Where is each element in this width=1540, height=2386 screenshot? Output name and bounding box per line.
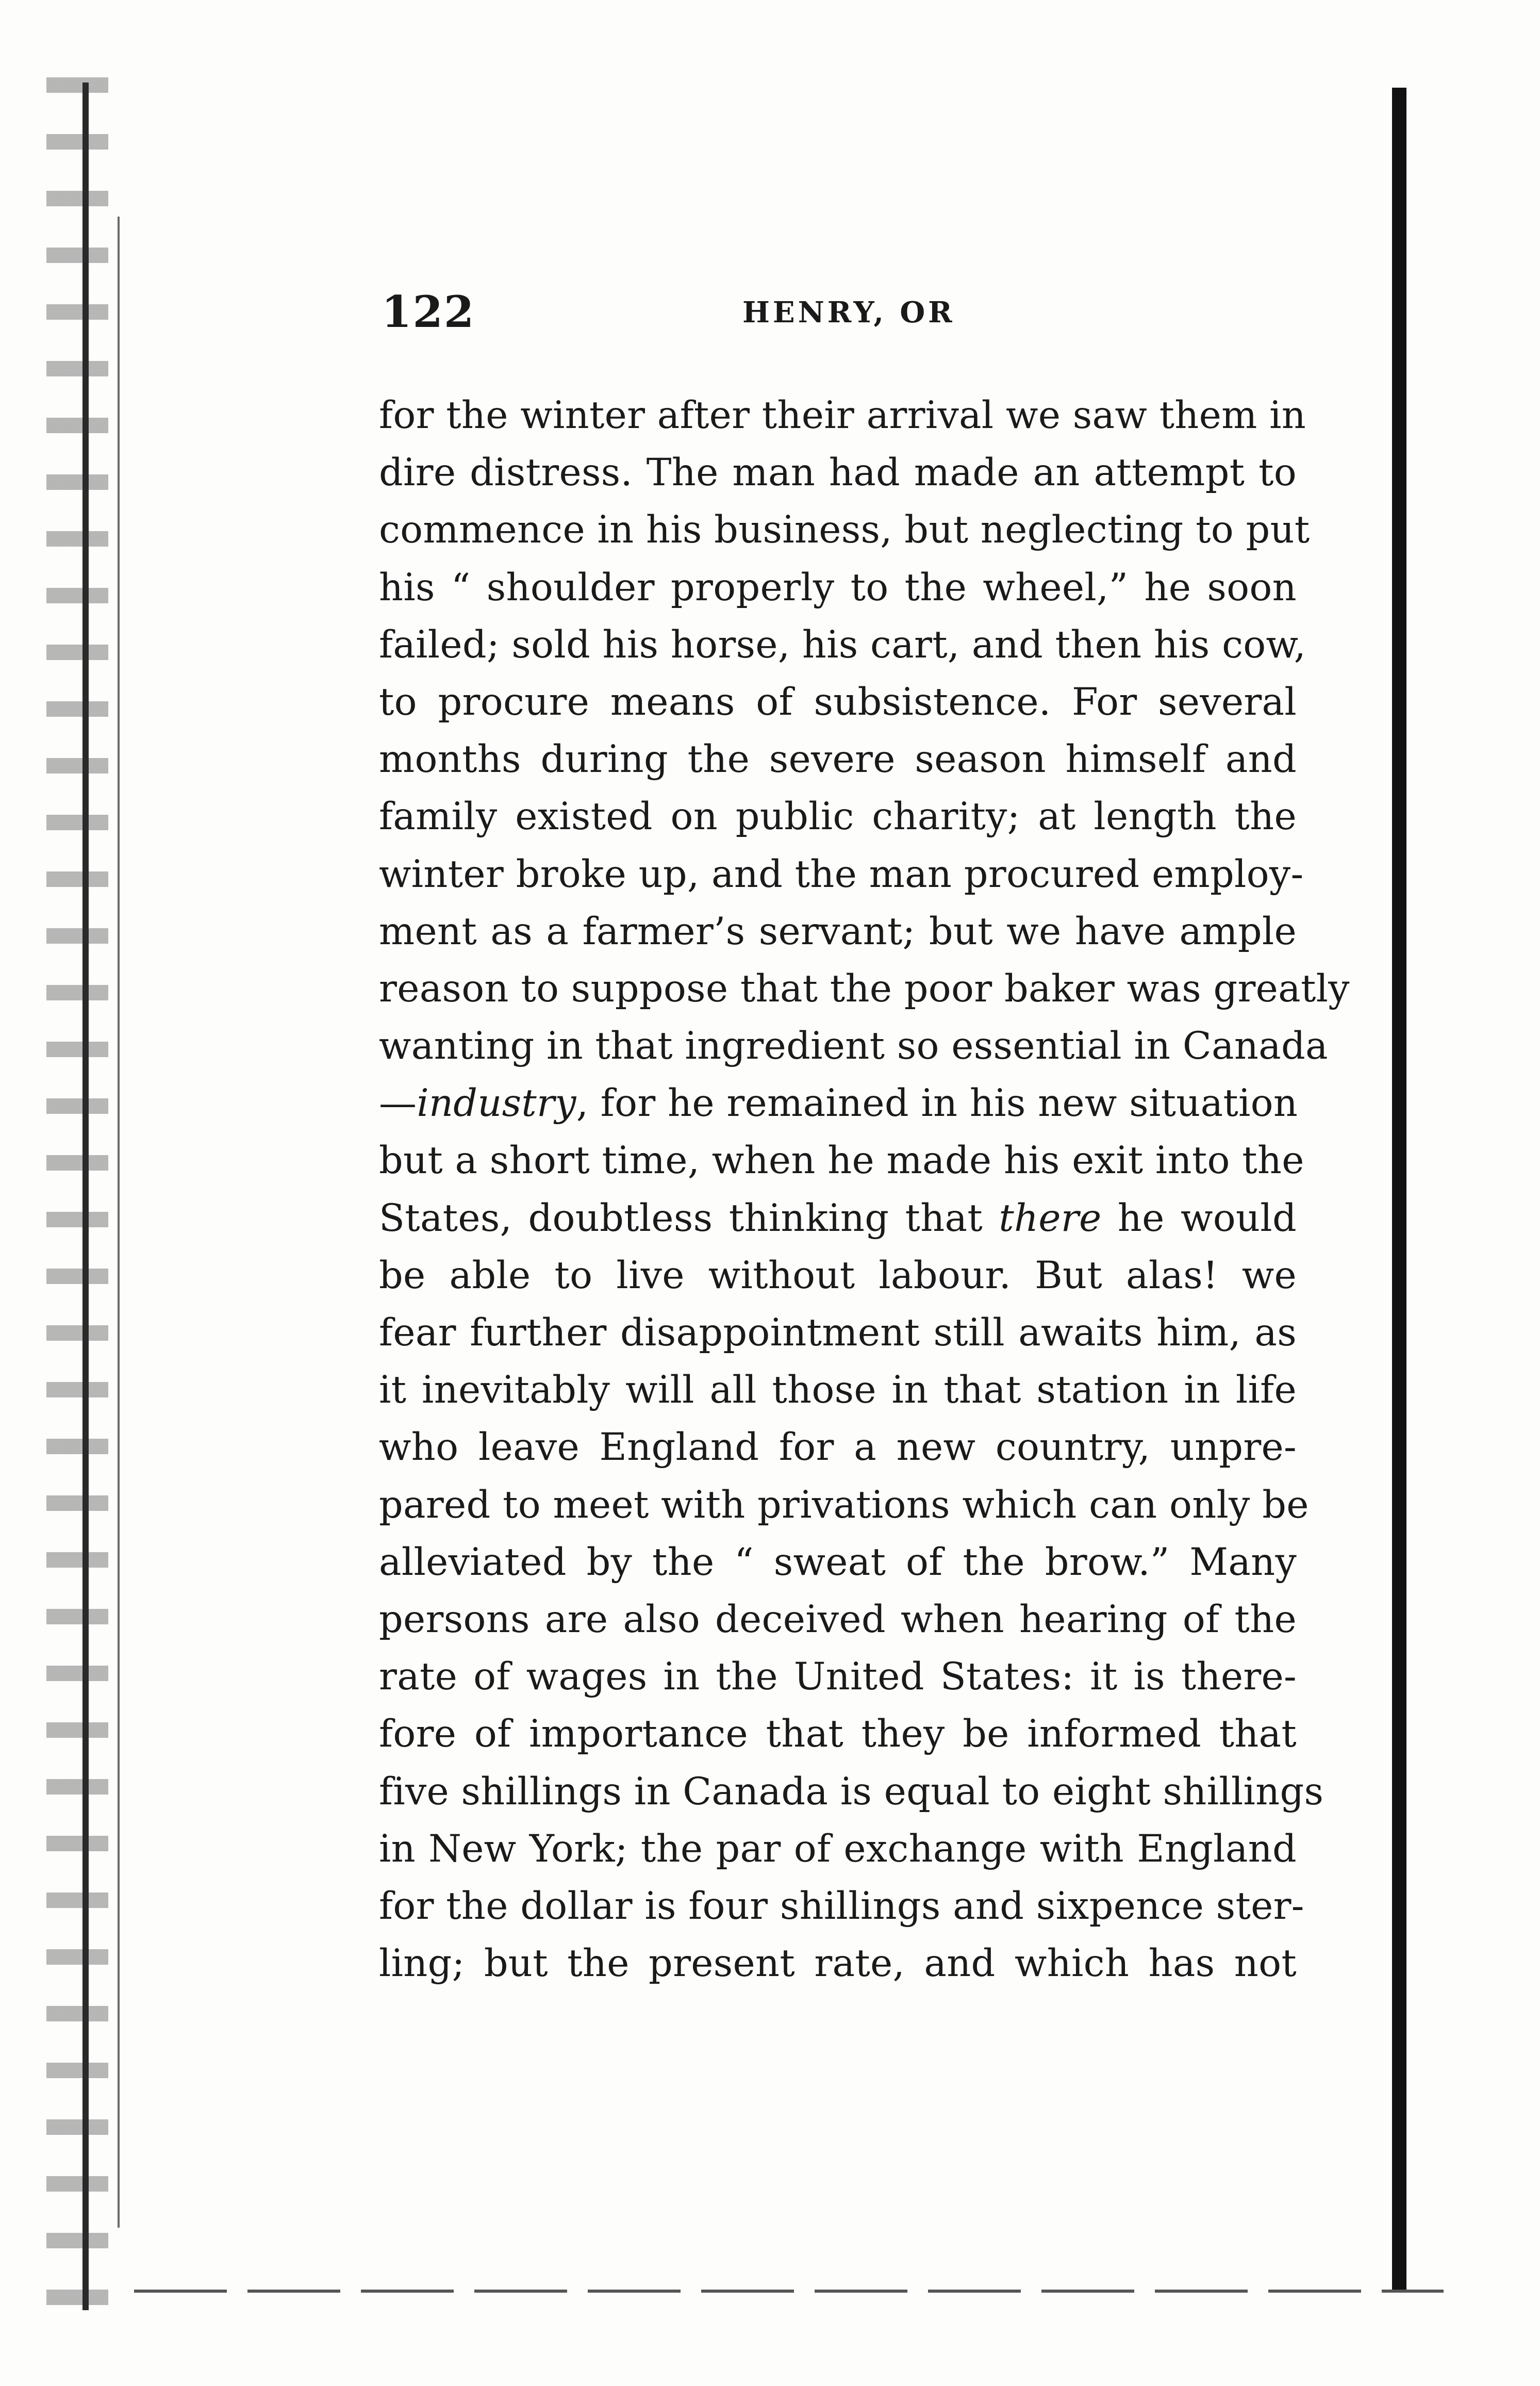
text-line: family existed on public charity; at length the	[379, 795, 1297, 839]
text-line: for the dollar is four shillings and sixpence ster-	[379, 1884, 1304, 1928]
text-line: it inevitably will all those in that station in life	[379, 1368, 1297, 1412]
text-line: dire distress. The man had made an attempt to	[379, 451, 1297, 495]
text-line: in New York; the par of exchange with England	[379, 1826, 1297, 1871]
binding-shadow	[46, 77, 108, 2321]
running-head: HENRY, OR	[742, 295, 955, 330]
text-line: to procure means of subsistence. For several	[379, 680, 1297, 724]
page-number: 122	[382, 286, 475, 337]
text-line: be able to live without labour. But alas! we	[379, 1253, 1297, 1297]
text-line: persons are also deceived when hearing of the	[379, 1597, 1297, 1641]
body-text	[379, 387, 1350, 1992]
text-line: months during the severe season himself and	[379, 737, 1297, 782]
text-line: —industry, for he remained in his new situation	[379, 1081, 1298, 1126]
page-header	[382, 286, 1310, 348]
text-line: ment as a farmer’s servant; but we have ample	[379, 909, 1297, 953]
right-page-edge	[1392, 88, 1406, 2290]
text-line: rate of wages in the United States: it is there-	[379, 1655, 1297, 1699]
text-line: wanting in that ingredient so essential in Canada	[379, 1024, 1328, 1068]
text-line: States, doubtless thinking that there he would	[379, 1196, 1297, 1240]
text-line: alleviated by the “ sweat of the brow.” Many	[379, 1540, 1297, 1584]
text-line: fear further disappointment still awaits him, as	[379, 1311, 1297, 1355]
text-line: his “ shoulder properly to the wheel,” he soon	[379, 565, 1297, 610]
text-line: failed; sold his horse, his cart, and then his cow,	[379, 622, 1306, 667]
binding-edge-line	[82, 83, 89, 2310]
text-line: reason to suppose that the poor baker was greatly	[379, 966, 1350, 1011]
bottom-page-edge	[134, 2290, 1444, 2293]
text-line: ling; but the present rate, and which has not	[379, 1941, 1297, 1986]
binding-edge-inner-line	[118, 217, 120, 2228]
text-line: for the winter after their arrival we saw them in	[379, 393, 1306, 437]
text-line: five shillings in Canada is equal to eight shillings	[379, 1769, 1324, 1814]
text-line: but a short time, when he made his exit into the	[379, 1139, 1304, 1183]
text-line: fore of importance that they be informed that	[379, 1712, 1297, 1756]
text-line: winter broke up, and the man procured employ-	[379, 852, 1304, 896]
text-line: pared to meet with privations which can only be	[379, 1483, 1309, 1527]
text-line: who leave England for a new country, unpre-	[379, 1425, 1297, 1470]
text-line: commence in his business, but neglecting to put	[379, 508, 1310, 552]
